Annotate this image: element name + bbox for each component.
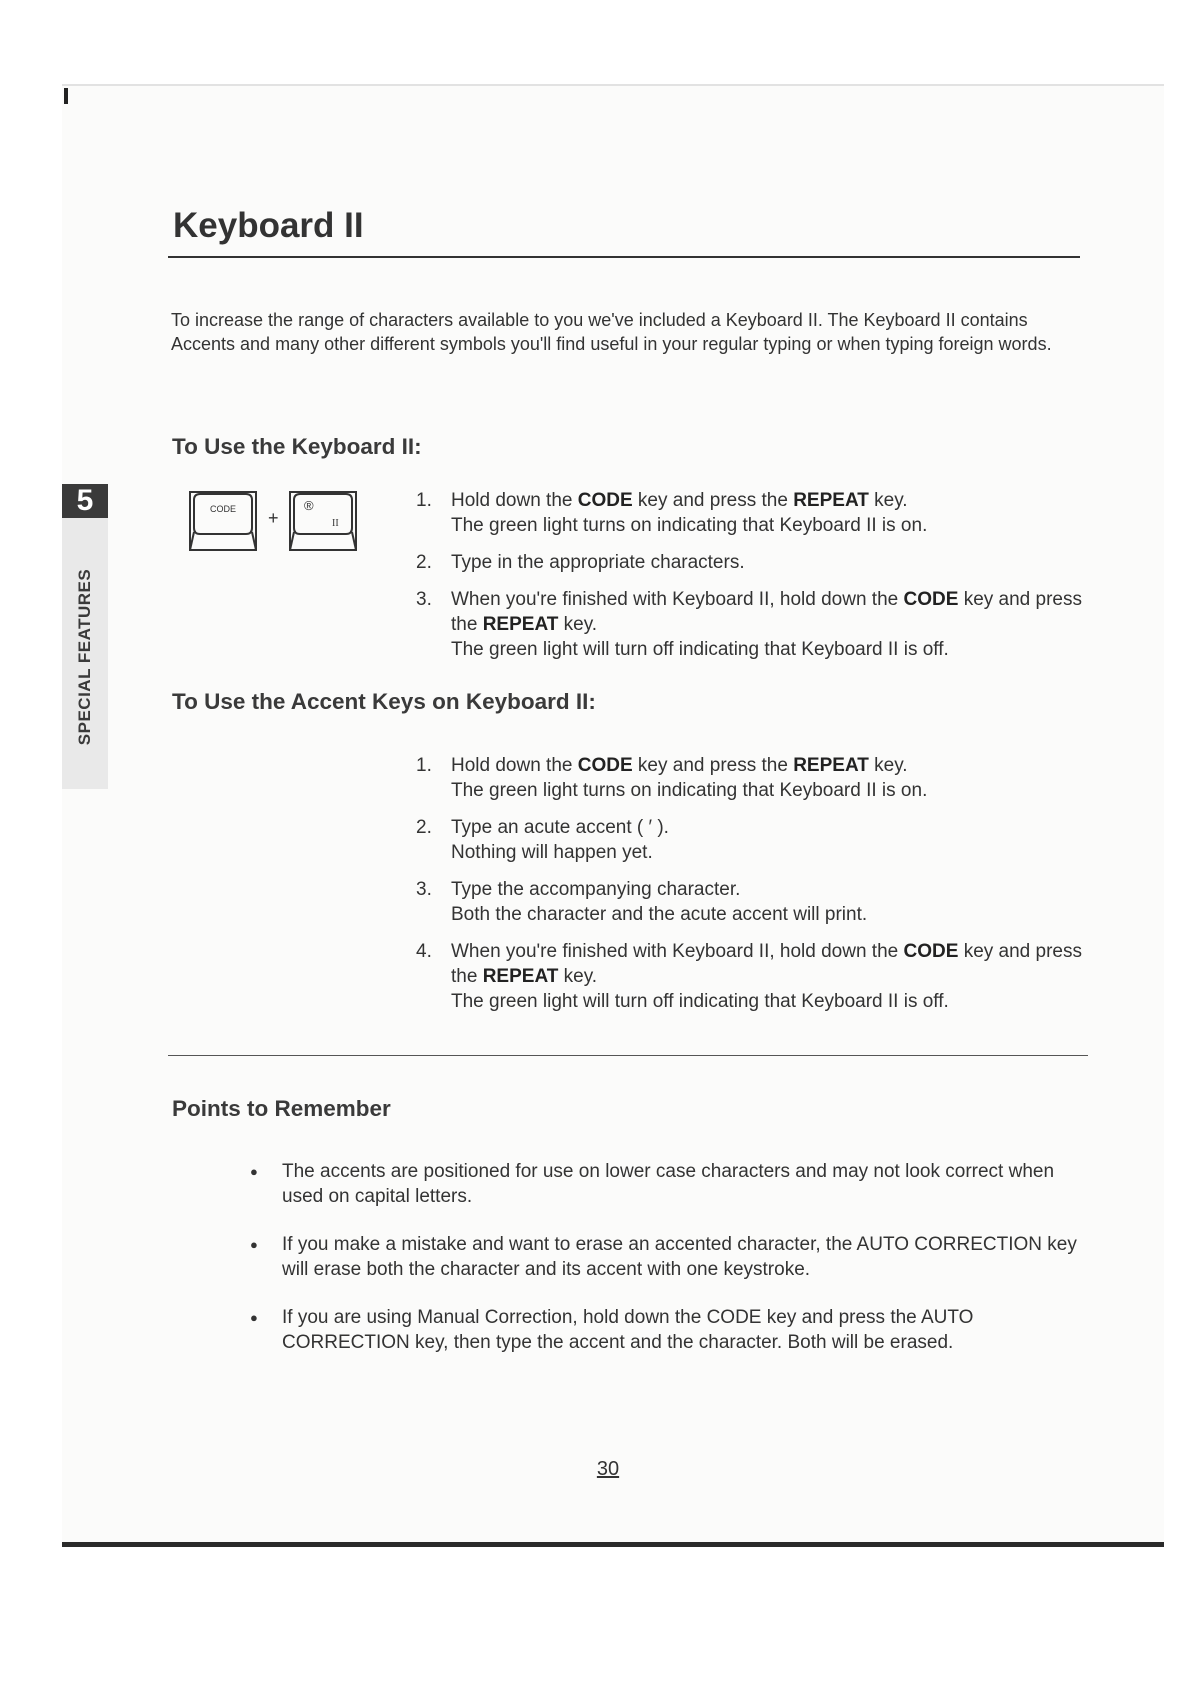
repeat-key-label: II — [332, 518, 339, 529]
repeat-key-symbol: ® — [304, 498, 314, 513]
list-item: 3. Type the accompanying character. Both the character and the acute accent will print. — [416, 879, 868, 925]
list-item: 1. Hold down the CODE key and press the REPEAT key. The green light turns on indicating that Keyboard II is on. — [416, 490, 928, 536]
repeat-key-icon — [290, 492, 356, 550]
bullet-icon: ● — [250, 1310, 258, 1325]
list-item: ● If you are using Manual Correction, hold down the CODE key and press the AUTO CORRECTION key, then type the accent and the character. Both will be erased. — [250, 1307, 974, 1353]
list-item: 1. Hold down the CODE key and press the REPEAT key. The green light turns on indicating that Keyboard II is on. — [416, 755, 928, 801]
list-item: ● The accents are positioned for use on lower case characters and may not look correct when used on capital letters. — [250, 1161, 1055, 1207]
page-title: Keyboard II — [173, 206, 364, 245]
section-number: 5 — [62, 484, 108, 518]
bullet-icon: ● — [250, 1164, 258, 1179]
list-item: 4. When you're finished with Keyboard II, hold down the CODE key and press the REPEAT key. The green light will turn off indicating that Keyboard II is off. — [416, 941, 1082, 1012]
code-key-label: CODE — [210, 504, 237, 514]
page-number: 30 — [596, 1458, 620, 1480]
list-item: 2. Type an acute accent ( ′ ). Nothing will happen yet. — [416, 817, 669, 863]
keys-illustration — [186, 488, 366, 552]
top-edge-rule — [62, 84, 1164, 86]
keyboard-steps — [416, 488, 1096, 674]
corner-mark — [64, 88, 68, 104]
code-key-icon — [190, 492, 256, 550]
intro-paragraph: To increase the range of characters available to you we've included a Keyboard II. The Keyboard II contains Accents and many other different symbols you'll find useful in your regular typing or when typing foreign words. — [171, 310, 1052, 354]
list-item: 3. When you're finished with Keyboard II, hold down the CODE key and press the REPEAT key. The green light will turn off indicating that Keyboard II is off. — [416, 589, 1082, 660]
section-divider — [168, 1055, 1088, 1056]
heading-accent-keys: To Use the Accent Keys on Keyboard II: — [172, 689, 596, 714]
list-item: ● If you make a mistake and want to erase an accented character, the AUTO CORRECTION key will erase both the character and its accent with one keystroke. — [250, 1234, 1077, 1280]
section-tab — [62, 484, 108, 789]
title-rule — [168, 256, 1080, 258]
points-list — [250, 1159, 1090, 1378]
heading-points-to-remember: Points to Remember — [172, 1096, 391, 1121]
section-label: SPECIAL FEATURES — [75, 568, 94, 746]
heading-use-keyboard: To Use the Keyboard II: — [172, 434, 422, 459]
bullet-icon: ● — [250, 1237, 258, 1252]
accent-steps — [416, 753, 1096, 1026]
list-item: 2. Type in the appropriate characters. — [416, 552, 745, 573]
plus-sign: + — [268, 508, 279, 528]
bottom-rule — [62, 1542, 1164, 1547]
